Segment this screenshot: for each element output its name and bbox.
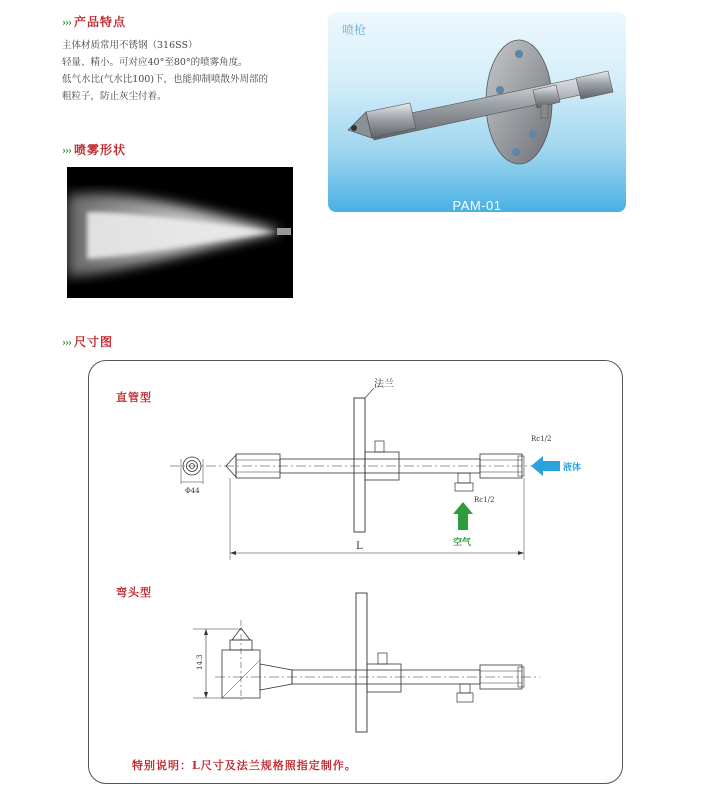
air-label: 空气	[453, 538, 472, 548]
special-note: 特别说明：L尺寸及法兰规格照指定制作。	[132, 759, 357, 772]
elbow-type-title: 弯头型	[116, 586, 152, 599]
dimension-drawing-box	[88, 360, 623, 784]
feature-line: 主体材质常用不锈钢（316SS）	[62, 40, 198, 51]
rc-bottom-label: Rc1/2	[474, 496, 495, 504]
product-card	[328, 12, 626, 212]
diameter-label: Φ44	[185, 487, 200, 495]
product-card-title: 喷枪	[342, 23, 367, 37]
dimensions-title: 尺寸图	[74, 335, 114, 349]
length-label: L	[356, 541, 363, 552]
spray-header	[62, 141, 126, 158]
spray-gun-illustration	[328, 12, 626, 212]
spray-photo	[67, 167, 293, 298]
flange-label: 法兰	[374, 379, 394, 390]
rc-top-label: Rc1/2	[531, 435, 552, 443]
chevron-icon: ›››	[62, 338, 71, 349]
feature-line: 低气水比(气水比100)下，也能抑制喷散外周部的	[62, 74, 269, 85]
features-title: 产品特点	[74, 15, 127, 29]
product-model: PAM-01	[452, 198, 502, 212]
features-header	[62, 13, 126, 30]
feature-line: 粗粒子，防止灰尘付着。	[62, 91, 167, 102]
straight-type-title: 直管型	[116, 391, 152, 404]
chevron-icon: ›››	[62, 146, 71, 157]
liquid-label: 液体	[563, 463, 582, 473]
dimensions-header	[62, 333, 113, 350]
spray-title: 喷雾形状	[74, 143, 127, 157]
chevron-icon: ›››	[62, 18, 71, 29]
spray-cone-image	[67, 167, 293, 298]
features-text	[62, 37, 312, 105]
feature-line: 轻量、精小。可对应40°至80°的喷雾角度。	[62, 57, 248, 68]
elbow-dim-label: 14.3	[196, 654, 204, 670]
